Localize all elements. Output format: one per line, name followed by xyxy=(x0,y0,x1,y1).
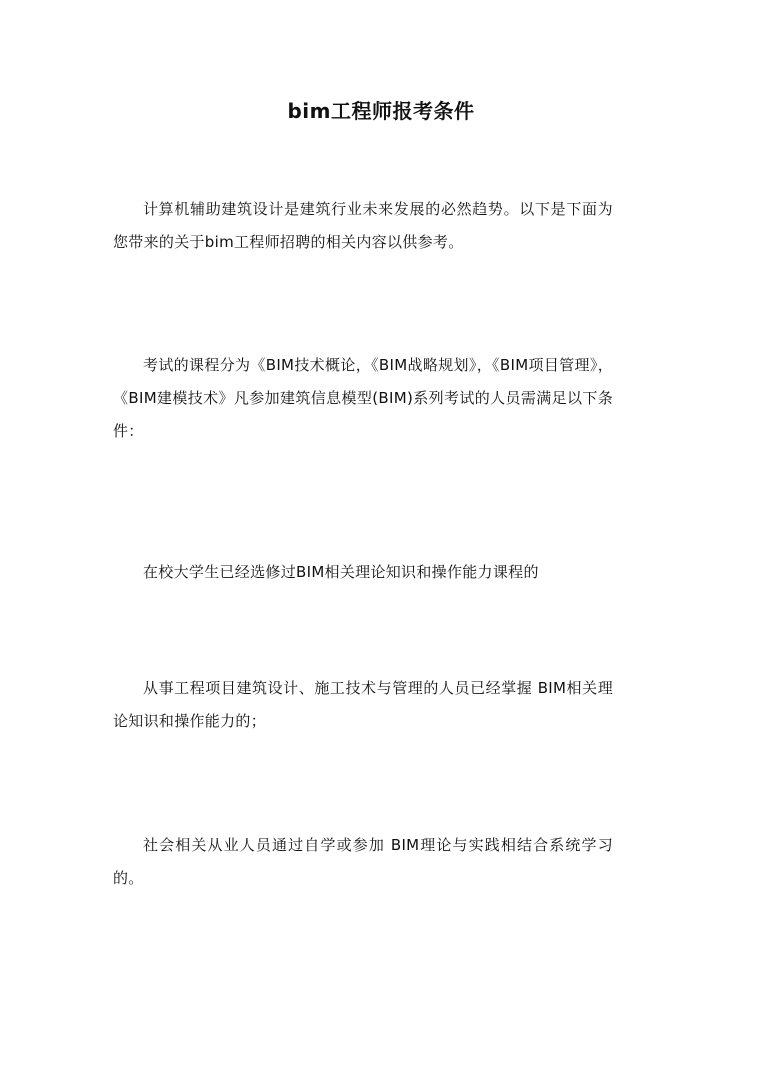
paragraph-condition-practitioners: 从事工程项目建筑设计、施工技术与管理的人员已经掌握 BIM相关理论知识和操作能力的； xyxy=(113,679,613,730)
document-title: bim工程师报考条件 xyxy=(287,99,475,123)
paragraph-courses: 考试的课程分为《BIM技术概论，《BIM战略规划》，《BIM项目管理》，《BIM建模技术》凡参加建筑信息模型(BIM)系列考试的人员需满足以下条件： xyxy=(113,356,613,440)
paragraph-intro: 计算机辅助建筑设计是建筑行业未来发展的必然趋势。以下是下面为您带来的关于bim工程师招聘的相关内容以供参考。 xyxy=(113,200,613,251)
paragraph-condition-students: 在校大学生已经选修过BIM相关理论知识和操作能力课程的 xyxy=(143,563,539,581)
paragraph-condition-self-study: 社会相关从业人员通过自学或参加 BIM理论与实践相结合系统学习的。 xyxy=(113,836,613,887)
